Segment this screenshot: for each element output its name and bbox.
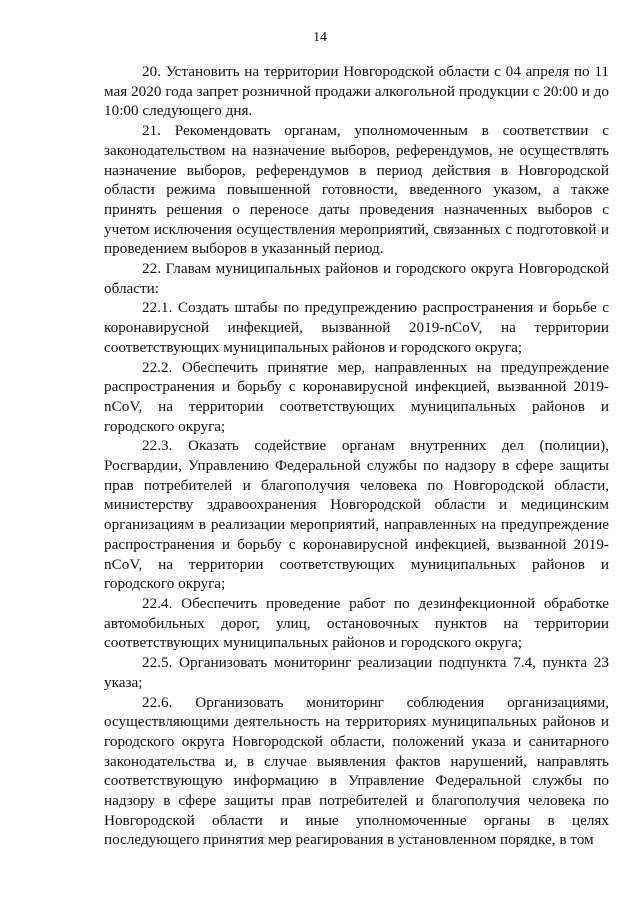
paragraph-22-5: 22.5. Организовать мониторинг реализации подпункта 7.4, пункта 23 указа; bbox=[104, 654, 609, 691]
paragraph-22: 22. Главам муниципальных районов и городского округа Новгородской области: bbox=[104, 260, 609, 297]
paragraph-21: 21. Рекомендовать органам, уполномоченным в соответствии с законодательством на назначение выборов, референдумов, не осуществлять назначение выборов, референдумов в период действия в Новгородской области режима повышенной готовности, введенного указом, а также принять решения о переносе даты проведения назначенных выборов с учетом исключения осуществления мероприятий, связанных с подготовкой и проведением выборов в указанный период. bbox=[104, 122, 609, 258]
paragraph-22-6: 22.6. Организовать мониторинг соблюдения организациями, осуществляющими деятельность на территориях муниципальных районов и городского округа Новгородской области, положений указа и санитарного законодательства и, в случае выявления фактов нарушений, направлять соответствующую информацию в Управление Федеральной службы по надзору в сфере защиты прав потребителей и благополучия человека по Новгородской области и иные уполномоченные органы в целях последующего принятия мер реагирования в установленном порядке, в том bbox=[104, 693, 609, 849]
paragraph-20: 20. Установить на территории Новгородской области с 04 апреля по 11 мая 2020 года запрет розничной продажи алкогольной продукции с 20:00 и до 10:00 следующего дня. bbox=[104, 63, 609, 120]
paragraph-22-2: 22.2. Обеспечить принятие мер, направленных на предупреждение распространения и борьбу с коронавирусной инфекцией, вызванной 2019-nCoV, на территории соответствующих муниципальных районов и городского округа; bbox=[104, 358, 609, 435]
paragraph-22-4: 22.4. Обеспечить проведение работ по дезинфекционной обработке автомобильных дорог, улиц, остановочных пунктов на территории соответствующих муниципальных районов и городского округа; bbox=[104, 594, 609, 652]
page-number: 14 bbox=[313, 30, 327, 45]
paragraph-22-1: 22.1. Создать штабы по предупреждению распространения и борьбе с коронавирусной инфекцией, вызванной 2019-nCoV, на территории соответствующих муниципальных районов и городского округа; bbox=[104, 299, 609, 356]
paragraph-22-3: 22.3. Оказать содействие органам внутренних дел (полиции), Росгвардии, Управлению Федеральной службы по надзору в сфере защиты прав потребителей и благополучия человека по Новгородской области, министерству здравоохранения Новгородской области и медицинским организациям в реализации мероприятий, направленных на предупреждение распространения и борьбу с коронавирусной инфекцией, вызванной 2019-nCoV, на территории соответствующих муниципальных районов и городского округа; bbox=[104, 437, 609, 593]
document-body bbox=[104, 62, 609, 850]
